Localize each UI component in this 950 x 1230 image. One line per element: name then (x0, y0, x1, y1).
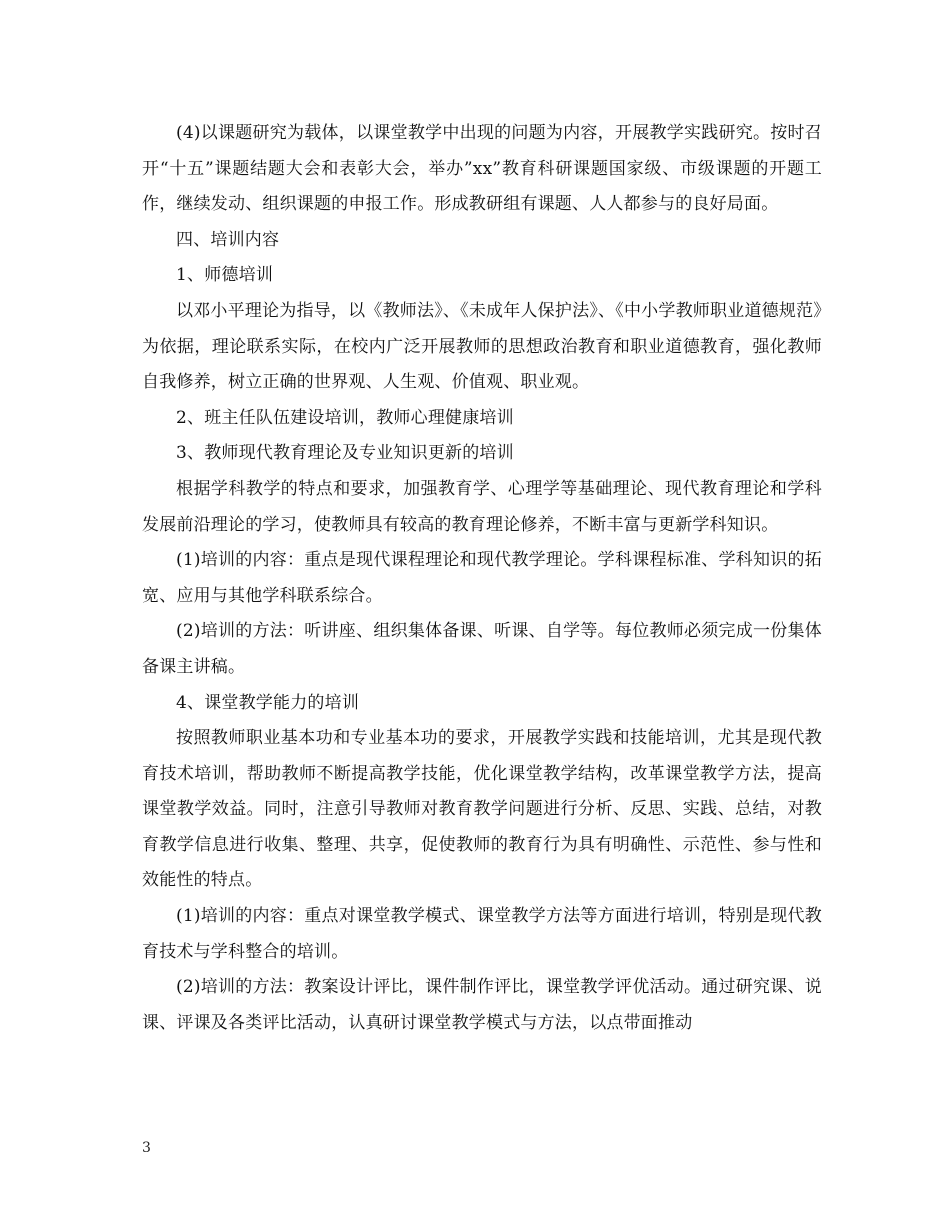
subheading-modern-theory-training: 3、教师现代教育理论及专业知识更新的培训 (176, 443, 514, 464)
paragraph-classroom-skills: 按照教师职业基本功和专业基本功的要求，开展教学实践和技能培训，尤其是现代教育技术培训，帮助教师不断提高教学技能，优化课堂教学结构，改革课堂教学方法，提高课堂教学效益。同时，注意引导教师对教育教学问题进行分析、反思、实践、总结，对教育教学信息进行收集、整理、共享，促使教师的教育行为具有明确性、示范性、参与性和效能性的特点。 (142, 728, 822, 891)
paragraph-theory-content: (1)培训的内容：重点是现代课程理论和现代教学理论。学科课程标准、学科知识的拓宽、应用与其他学科联系综合。 (142, 550, 822, 606)
section-heading-training-content: 四、培训内容 (176, 229, 280, 250)
document-body (142, 116, 822, 1041)
paragraph-classroom-content: (1)培训的内容：重点对课堂教学模式、课堂教学方法等方面进行培训，特别是现代教育技术与学科整合的培训。 (142, 906, 822, 962)
subheading-head-teacher-training: 2、班主任队伍建设培训，教师心理健康培训 (176, 407, 514, 428)
paragraph-theory-study: 根据学科教学的特点和要求，加强教育学、心理学等基础理论、现代教育理论和学科发展前沿理论的学习，使教师具有较高的教育理论修养，不断丰富与更新学科知识。 (142, 478, 822, 535)
subheading-classroom-ability: 4、课堂教学能力的培训 (176, 692, 360, 713)
paragraph-classroom-method: (2)培训的方法：教案设计评比，课件制作评比，课堂教学评优活动。通过研究课、说课、评课及各类评比活动，认真研讨课堂教学模式与方法，以点带面推动 (142, 977, 822, 1033)
paragraph-research-projects: (4)以课题研究为载体，以课堂教学中出现的问题为内容，开展教学实践研究。按时召开“十五”课题结题大会和表彰大会，举办”xx”教育科研课题国家级、市级课题的开题工作，继续发动、组织课题的申报工作。形成教研组有课题、人人都参与的良好局面。 (142, 123, 822, 215)
paragraph-ethics-training: 以邓小平理论为指导，以《教师法》、《未成年人保护法》、《中小学教师职业道德规范》为依据，理论联系实际，在校内广泛开展教师的思想政治教育和职业道德教育，强化教师自我修养，树立正确的世界观、人生观、价值观、职业观。 (142, 300, 822, 393)
page-number: 3 (142, 1140, 151, 1156)
paragraph-theory-method: (2)培训的方法：听讲座、组织集体备课、听课、自学等。每位教师必须完成一份集体备课主讲稿。 (142, 621, 822, 677)
subheading-teacher-ethics: 1、师德培训 (176, 265, 274, 286)
